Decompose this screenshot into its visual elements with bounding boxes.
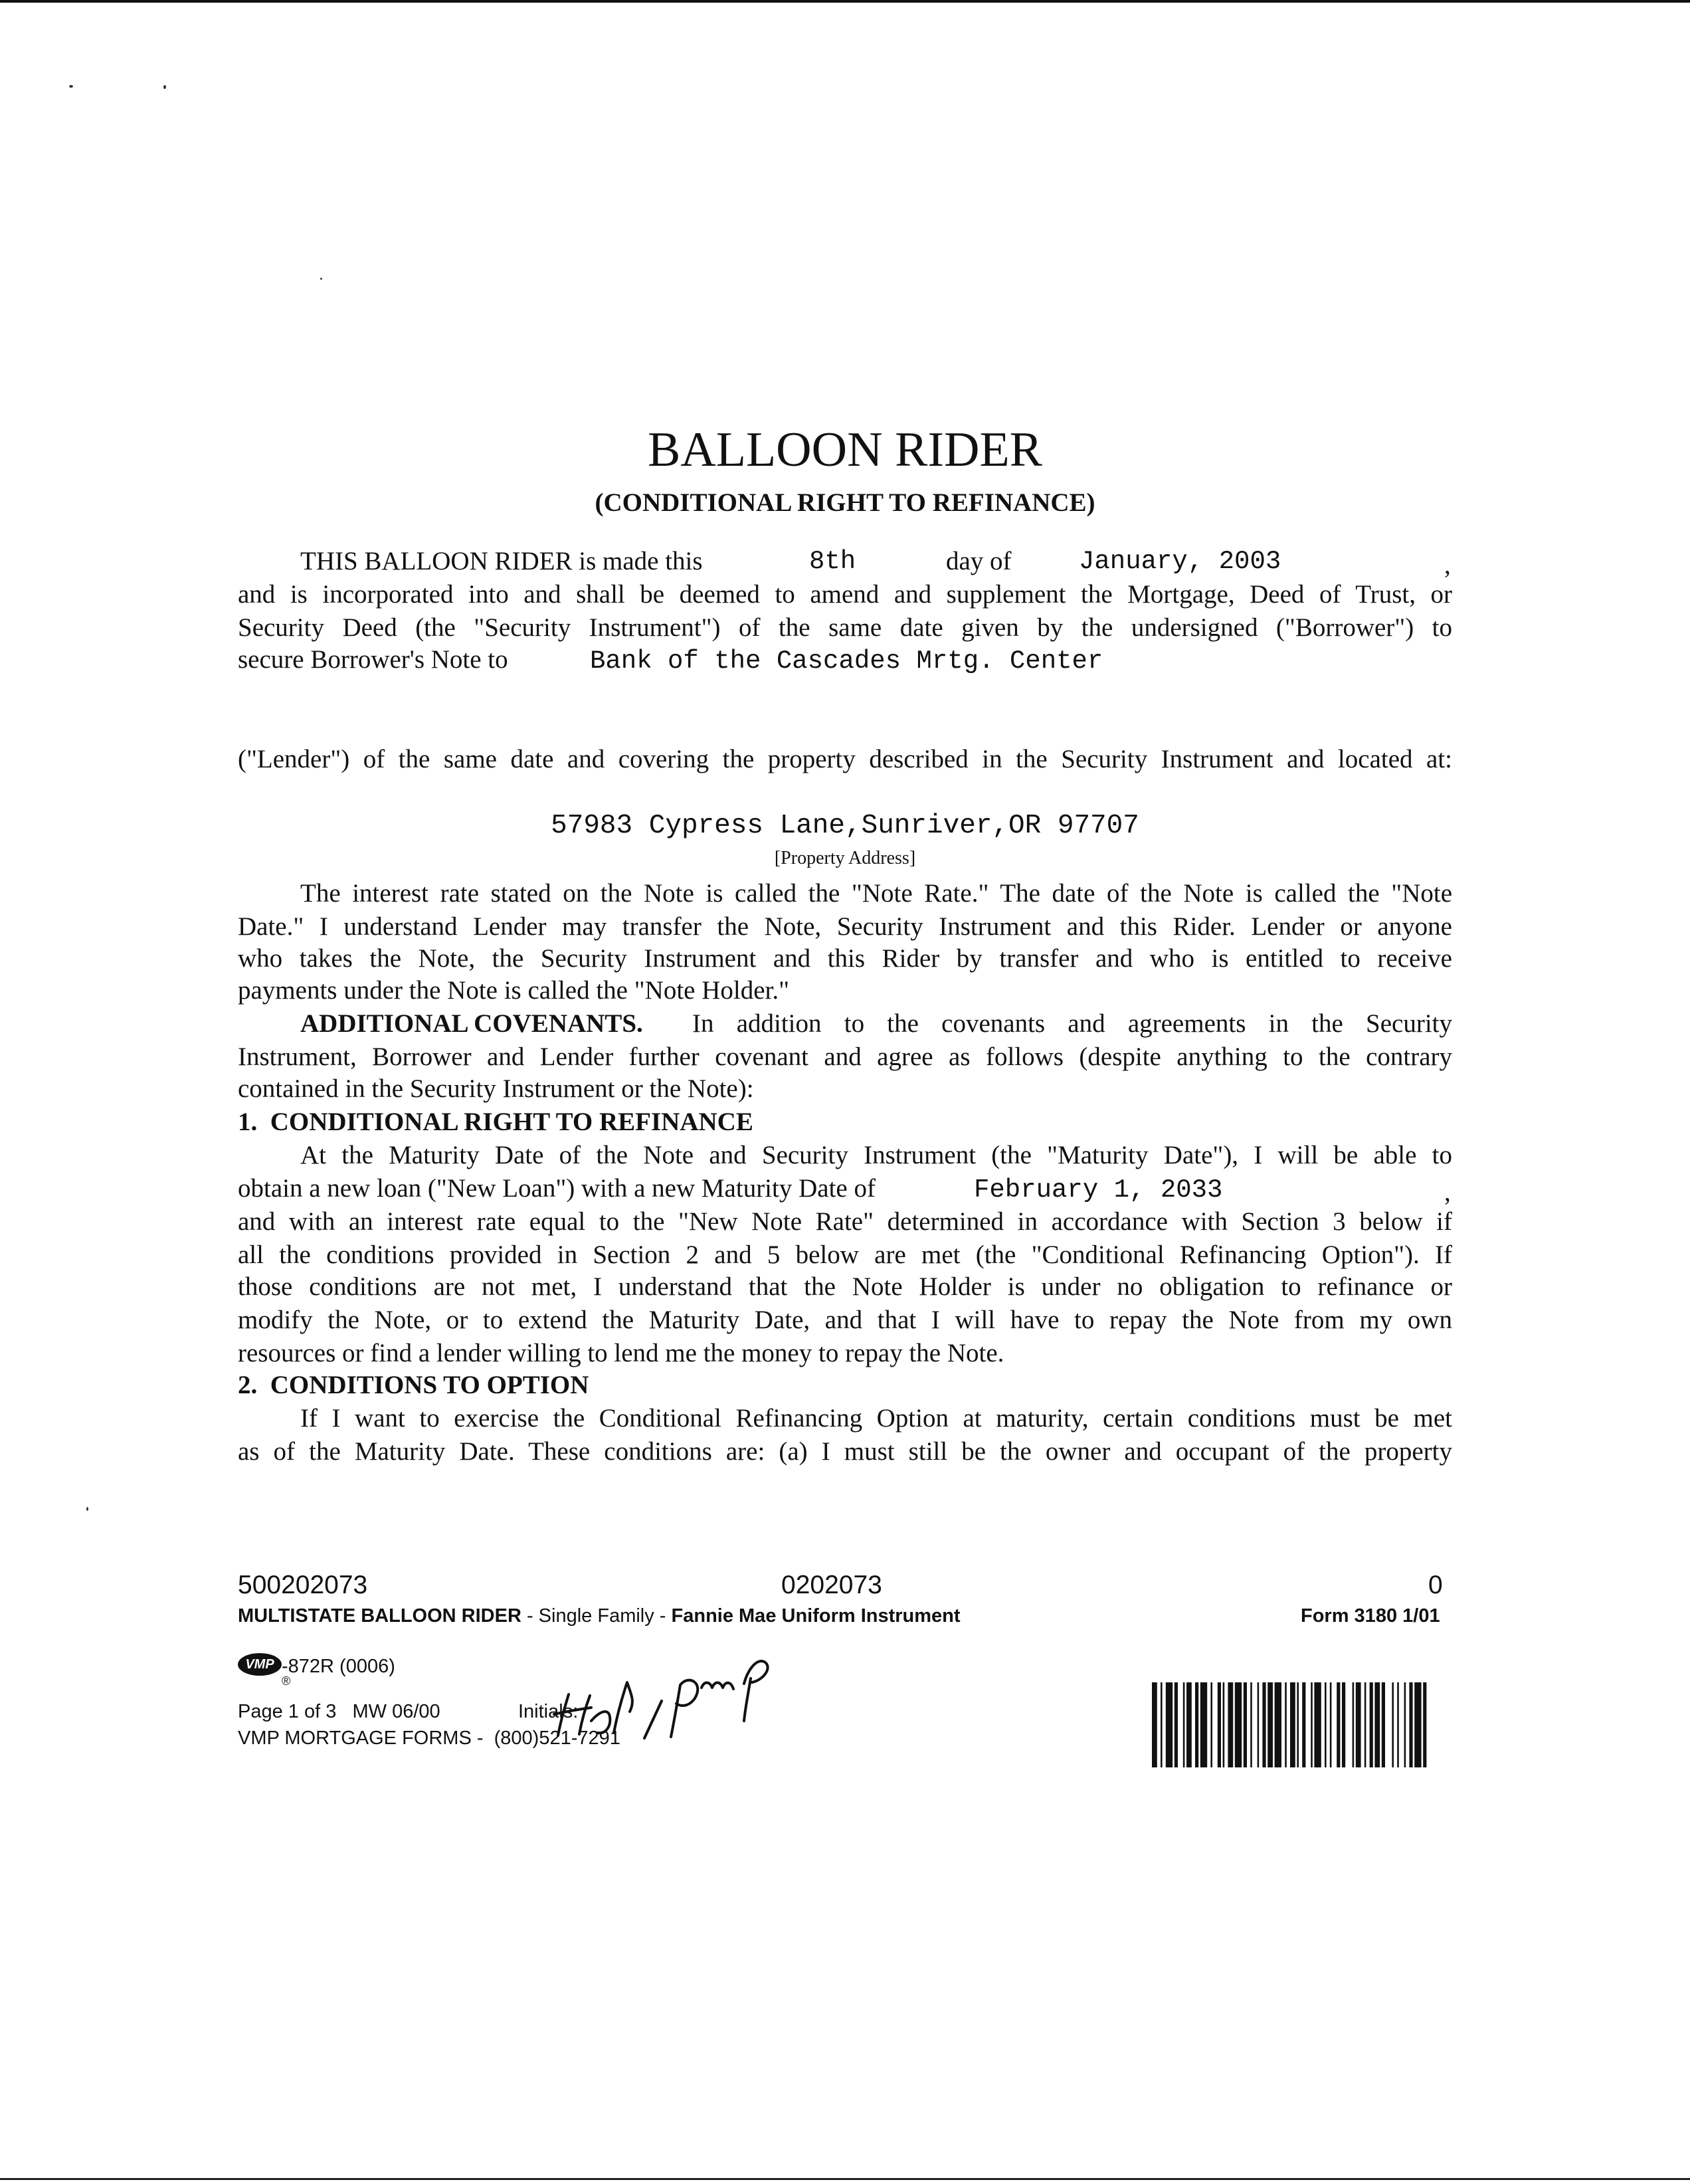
barcode-bar <box>1174 1682 1178 1767</box>
loan-number: 500202073 <box>238 1571 368 1599</box>
form-name-bold-2: Fannie Mae Uniform Instrument <box>671 1605 961 1627</box>
covenants-heading: ADDITIONAL COVENANTS. <box>300 1009 643 1038</box>
barcode-bar <box>1210 1682 1212 1767</box>
section-1-line-2-prefix: obtain a new loan ("New Loan") with a new Maturity Date of <box>238 1174 876 1203</box>
intro-line-4-prefix: secure Borrower's Note to <box>238 645 508 674</box>
property-address: 57983 Cypress Lane,Sunriver,OR 97707 <box>551 811 1139 841</box>
registered-mark-icon: ® <box>282 1674 291 1688</box>
barcode-bar <box>1409 1682 1412 1767</box>
scan-speck <box>163 85 166 89</box>
barcode-bar <box>1262 1682 1266 1767</box>
section-1-line-5: those conditions are not met, I understand that the Note Holder is under no obligation to refinance or <box>238 1272 1452 1301</box>
section-2-heading: 2. CONDITIONS TO OPTION <box>238 1371 589 1399</box>
barcode-bar <box>1186 1682 1192 1767</box>
barcode-bar <box>1290 1682 1295 1767</box>
form-sep: - Single Family - <box>521 1605 672 1627</box>
form-number: Form 3180 1/01 <box>1301 1605 1440 1627</box>
initials-label: Initials: <box>518 1701 579 1722</box>
barcode-bar <box>1302 1682 1305 1767</box>
footer-code: 0202073 <box>781 1571 882 1599</box>
barcode-bar <box>1337 1682 1340 1767</box>
covenants-line-2: Instrument, Borrower and Lender further covenant and agree as follows (despite anything to the contrary <box>238 1042 1452 1071</box>
intro-prefix: THIS BALLOON RIDER is made this <box>300 547 703 575</box>
barcode-bar <box>1268 1682 1273 1767</box>
barcode-bar <box>1423 1682 1426 1767</box>
section-2-line-1: If I want to exercise the Conditional Refinancing Option at maturity, certain conditions must be met <box>300 1404 1452 1433</box>
barcode-bar <box>1374 1682 1380 1767</box>
footer-zero: 0 <box>1428 1571 1443 1599</box>
document-subtitle: (CONDITIONAL RIGHT TO REFINANCE) <box>595 488 1095 517</box>
intro-line-2: and is incorporated into and shall be deemed to amend and supplement the Mortgage, Deed of Trust, or <box>238 580 1452 609</box>
form-title <box>238 1605 961 1627</box>
barcode-bar <box>1370 1682 1373 1767</box>
barcode-bar <box>1235 1682 1242 1767</box>
barcode-bar <box>1330 1682 1332 1767</box>
barcode-bar <box>1183 1682 1185 1767</box>
section-1-line-6: modify the Note, or to extend the Maturity Date, and that I will have to repay the Note from my own <box>238 1306 1452 1334</box>
barcode-bar <box>1250 1682 1252 1767</box>
barcode-bar <box>1364 1682 1366 1767</box>
scan-speck <box>69 85 73 88</box>
section-1-line-4: all the conditions provided in Section 2 and 5 below are met (the "Conditional Refinancing Option"). If <box>238 1241 1452 1269</box>
intro-comma: , <box>1444 551 1451 579</box>
section-1-line-7: resources or find a lender willing to lend me the money to repay the Note. <box>238 1339 1004 1367</box>
lender-name: Bank of the Cascades Mrtg. Center <box>590 646 1103 676</box>
barcode-bar <box>1314 1682 1321 1767</box>
barcode-bar <box>1342 1682 1345 1767</box>
vmp-logo: VMP <box>238 1653 282 1676</box>
barcode-bar <box>1161 1682 1163 1767</box>
section-2-line-2: as of the Maturity Date. These conditions are: (a) I must still be the owner and occupant of the property <box>238 1437 1452 1466</box>
day-of-label: day of <box>946 547 1012 575</box>
barcode-bar <box>1275 1682 1281 1767</box>
barcode-bar <box>1325 1682 1327 1767</box>
section-1-line-1: At the Maturity Date of the Note and Security Instrument (the "Maturity Date"), I will be able to <box>300 1141 1452 1169</box>
note-rate-line-4: payments under the Note is called the "Note Holder." <box>238 976 790 1005</box>
barcode-bar <box>1404 1682 1406 1767</box>
barcode-bar <box>1258 1682 1260 1767</box>
barcode-bar <box>1397 1682 1399 1767</box>
barcode-bar <box>1392 1682 1394 1767</box>
barcode-bar <box>1218 1682 1221 1767</box>
top-scan-edge <box>0 0 1690 3</box>
intro-line-5: ("Lender") of the same date and covering the property described in the Security Instrument and located at: <box>238 745 1452 773</box>
covenants-line-1: In addition to the covenants and agreements in the Security <box>692 1009 1452 1038</box>
note-rate-line-1: The interest rate stated on the Note is called the "Note Rate." The date of the Note is called the "Note <box>300 879 1452 908</box>
covenants-line-3: contained in the Security Instrument or the Note): <box>238 1074 754 1103</box>
page-info: Page 1 of 3 MW 06/00 <box>238 1701 440 1722</box>
form-name-bold: MULTISTATE BALLOON RIDER <box>238 1605 521 1627</box>
barcode-bar <box>1244 1682 1247 1767</box>
note-rate-line-3: who takes the Note, the Security Instrument and this Rider by transfer and who is entitled to receive <box>238 944 1452 973</box>
barcode-bar <box>1285 1682 1287 1767</box>
barcode <box>1152 1682 1447 1767</box>
barcode-bar <box>1414 1682 1421 1767</box>
barcode-bar <box>1311 1682 1313 1767</box>
section-1-line-3: and with an interest rate equal to the "New Note Rate" determined in accordance with Section 3 below if <box>238 1207 1452 1236</box>
barcode-bar <box>1195 1682 1198 1767</box>
bottom-scan-edge <box>0 2178 1690 2180</box>
barcode-bar <box>1356 1682 1361 1767</box>
scan-speck <box>86 1507 88 1511</box>
rider-date: January, 2003 <box>1079 547 1281 576</box>
rider-day: 8th <box>809 547 856 576</box>
handwritten-initials <box>545 1648 797 1747</box>
section-1-heading: 1. CONDITIONAL RIGHT TO REFINANCE <box>238 1108 753 1136</box>
barcode-bar <box>1166 1682 1173 1767</box>
form-code: -872R (0006) <box>282 1656 395 1677</box>
note-rate-line-2: Date." I understand Lender may transfer the Note, Security Instrument and this Rider. Lender or anyone <box>238 912 1452 941</box>
barcode-bar <box>1297 1682 1299 1767</box>
intro-line-3: Security Deed (the "Security Instrument") of the same date given by the undersigned ("Borrower") to <box>238 613 1452 642</box>
barcode-bar <box>1200 1682 1207 1767</box>
barcode-bar <box>1382 1682 1385 1767</box>
barcode-bar <box>1223 1682 1225 1767</box>
document-title: BALLOON RIDER <box>647 423 1043 477</box>
property-address-label: [Property Address] <box>774 848 916 868</box>
scan-speck <box>320 278 322 280</box>
vendor-line: VMP MORTGAGE FORMS - (800)521-7291 <box>238 1728 620 1749</box>
new-maturity-date: February 1, 2033 <box>974 1175 1223 1205</box>
barcode-bar <box>1353 1682 1355 1767</box>
section-1-comma: , <box>1444 1178 1451 1207</box>
barcode-bar <box>1228 1682 1233 1767</box>
barcode-bar <box>1152 1682 1157 1767</box>
